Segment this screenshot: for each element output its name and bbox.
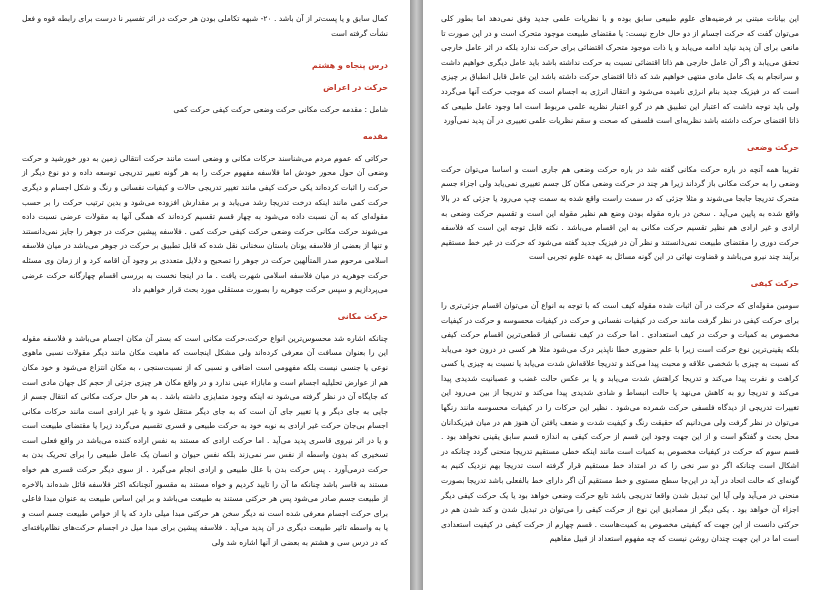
page-gutter: [410, 0, 423, 590]
positional-motion-heading: حرکت وضعی: [747, 142, 799, 152]
subject-heading: حرکت در اعراض: [323, 83, 388, 93]
right-page: [423, 0, 831, 590]
right-intro-paragraph: این بیانات مبتنی بر فرضیه‌های علوم طبیعی سابق بوده و با نظریات علمی جدید وفق نمی‌دهد اما بطور کلی می‌توان گفت که حرکت اجسام از دو حال خارج نیست: یا مقتضای طبیعت موجود متحرک است و در این صورت تا مانعی برای آن پدید نیاید ادامه می‌یابد و یا ذات موجود متحرک اقتضائی برای حرکت ندارد بلکه در اثر عامل خارجی تحقق می‌یابد و اگر آن عامل خارجی هم ذاتا اقتضائی نسبت به حرکت نداشته باشد باید عامل دیگری خواهیم داشت و سرانجام به یک عامل مادی منتهی خواهیم شد که ذاتا اقتضای حرکت داشته باشد این عامل قابل انطباق بر چیزی است که در فیزیک جدید بنام انرژی نامیده می‌شود و انتقال انرژی به اجسام است که موجب حرکت آنها می‌گردد ولی باید توجه داشت که اعتبار این تطبیق هم در گرو اعتبار نظریه علمی مربوط است اما وجود عامل طبیعی که ذاتا اقتضای حرکت داشته باشد نظریه‌ای است فلسفی که صحت و سقم نظریات علمی تغییری در آن پدید نمی‌آورد: [441, 14, 799, 126]
positional-motion-paragraph: تقریبا همه آنچه در باره حرکت مکانی گفته شد در باره حرکت وضعی هم جاری است و اساسا می‌توان حرکت وضعی را به حرکت مکانی باز گرداند زیرا هر چند در حرکت وضعی مکان کل جسم تغییری نمی‌یابد ولی اجزاء جسم متحرک تدریجا جابجا می‌شوند و مثلا جزئی که در سمت راست واقع شده به سمت چپ می‌رود یا جزئی که در بالا واقع شده به پایین می‌آید . سخن در باره مقوله بودن وضع هم نظیر مقوله این است و تقسیم حرکت وضعی به ارادی و غیر ارادی هم نظیر تقسیم حرکت مکانی به این اقسام می‌باشد . نکته قابل توجه این است که فلاسفه حرکت دوری را مقتضای طبیعت نمی‌دانستند و نظر آن در فیزیک جدید گفته می‌شود که حرکت در غیر خط مستقیم برآیند چند نیرو می‌باشد و قضاوت نهائی در این گونه مسائل به عهده علوم تجربی است: [441, 164, 799, 262]
continuation-paragraph: کمال سابق و یا پست‌تر از آن باشد . ۲۰- شبهه تکاملی بودن هر حرکت در اثر تفسیر نا درست برای رابطه قوه و فعل نشأت گرفته است: [22, 14, 388, 38]
qualitative-motion-heading: حرکت کیفی: [750, 278, 799, 288]
lesson-title: درس پنجاه و هشتم: [311, 61, 388, 71]
intro-heading: مقدمه: [362, 131, 388, 141]
spatial-motion-heading: حرکت مکانی: [337, 311, 388, 321]
left-page: [0, 0, 410, 590]
qualitative-motion-paragraph: سومین مقوله‌ای که حرکت در آن اثبات شده مقوله کیف است که با توجه به انواع آن می‌توان اقسام جزئی‌تری را برای حرکت کیفی در نظر گرفت مانند حرکت در کیفیات نفسانی و حرکت در کیفیات محسوسه و حرکت در کیفیات مخصوص به کمیات و حرکت در کیف استعدادی . اما حرکت در کیف نفسانی از قطعی‌ترین اقسام حرکت کیفی بلکه یقینی‌ترین نوع حرکت است زیرا با علم حضوری خطا ناپذیر درک می‌شود مثلا هر کسی در درون خود می‌یابد که نسبت به چیزی با شخصی علاقه و محبت پیدا می‌کند و تدریجا علاقه‌اش شدت می‌یابد یا نسبت به چیزی یا کسی کراهت و نفرت پیدا می‌کند و تدریجا کراهتش شدت می‌یابد و یا بر عکس حالت غضب و عصبانیت شدیدی پیدا می‌کند و تدریجا رو به کاهش می‌نهد یا حالت انبساط و شادی شدیدی پیدا می‌کند و تدریجا از بین می‌رود این تغییرات تدریجی از دیدگاه فلسفی حرکت شمرده می‌شود . نظیر این حرکات را در کیفیات محسوسه مانند رنگها می‌توان در نظر گرفت ولی می‌دانیم که حقیقت رنگ و کیفیت شدت و ضعف یافتن آن هنوز هم در میان فیزیکدانان محل بحث و گفتگو است و از این جهت وجود این قسم از حرکت کیفی به اندازه قسم سابق یقینی نخواهد بود . قسم سوم که حرکت در کیفیات مخصوص به کمیات است مانند اینکه خطی مستقیم تدریجا منحنی گردد چنانکه در اشکال است چنانکه اگر دو سر نخی را که در امتداد خط مستقیم قرار گرفته است تدریجا بهم نزدیک کنیم به گونه‌ای که حالت اتحاد در آید در این‌جا سطح مستوی و خط مستقیم آن اگر دارای خط بالفعلی باشد تدریجا بصورت منحنی در می‌آید ولی آیا این تبدیل شدن واقعا تدریجی باشد تابع حرکت وضعی خواهد بود یا یک حرکت کیفی دیگر اجزاء آن خواهد بود . یکی دیگر از مصادیق این نوع از حرکت کیفی را می‌توان در تبدیل شدن و کند شدن هم در حرکتی دانست از این جهت که کیفیتی مخصوص به کمیت‌هاست . قسم چهارم از حرکت کیفی در کیفیت استعدادی است اما در این جهت چندان روشن نیست که چه مفهوم استعداد از قبیل مفاهیم: [441, 300, 799, 544]
outline-line: شامل : مقدمه حرکت مکانی حرکت وضعی حرکت کیفی حرکت کمی: [173, 105, 388, 115]
intro-paragraph: حرکاتی که عموم مردم می‌شناسند حرکات مکانی و وضعی است مانند حرکت انتقالی زمین به دور خورشید و حرکت وضعی آن حول محور خودش اما فلاسفه مفهوم حرکت را به هر گونه تغییر تدریجی توسعه داده و دو نوع دیگر از حرکت را اثبات کرده‌اند یکی حرکت کیفی مانند تغییر تدریجی حالات و کیفیات نفسانی و رنگ و شکل اجسام و دیگری حرکت کمی مانند اینکه درخت تدریجا رشد می‌یابد و بر مقدارش افزوده می‌شود و بدین ترتیب حرکت را بر حسب مقوله‌ای که به آن نسبت داده می‌شود به چهار قسم تقسیم کرده‌اند که همگی آنها به مقولات عرضی نسبت داده می‌شوند حرکت مکانی حرکت وضعی حرکت کیفی حرکت کمی . فلاسفه پیشین حرکت در جوهر را جایز نمی‌دانستند و تنها از بعضی از فلاسفه یونان باستان سخنانی نقل شده که قابل تطبیق بر حرکت در جوهر می‌باشد در میان فلاسفه اسلامی مرحوم صدر المتألهین حرکت در جوهر را تصحیح و دلایل متعددی بر وجود آن اقامه کرد و از زمان وی مسئله حرکت جوهریه در میان فلاسفه اسلامی شهرت یافت . ما در اینجا نخست به بررسی اقسام چهارگانه حرکت عرضی می‌پردازیم و سپس حرکت جوهریه را بصورت مستقلی مورد بحث قرار خواهیم داد: [22, 153, 388, 295]
spatial-motion-paragraph: چنانکه اشاره شد محسوس‌ترین انواع حرکت،حرکت مکانی است که بستر آن مکان اجسام می‌باشد و فلاسفه مقوله این را بعنوان مسافت آن معرفی کرده‌اند ولی مشکل اینجاست که ماهیت مکان مانند دیگر مقولات نسبی ماهوی نوعی یا جنسی نیست بلکه مفهومی است اضافی و نسبی که از نسبت‌سنجی ، به مکان انتزاع می‌شود و خود مکان هم از عوارض تحلیلیه اجسام است و مابازاء عینی ندارد و در واقع مکان هر چیزی جزئی از حجم کل جهان مادی است که جایگاه آن در نظر گرفته می‌شود نه اینکه وجود متمایزی داشته باشد . به هر حال حرکت مکانی که انتقال جسم از جایی به جای دیگر و یا تغییر جای آن است که به جای دیگر منتقل شود و یا غیر ارادی است مانند حرکات مکانی اجسام بی‌جان حرکت غیر ارادی به نوبه خود به حرکت طبیعی و قسری تقسیم می‌گردد زیرا یا مقتضای طبیعت است و یا در اثر نیروی قاسری پدید می‌آید . اما حرکت ارادی که مستند به نفس اراده کننده می‌باشد در واقع فعلی است تسخیری که بدون واسطه از نفس سر نمی‌زند بلکه نفس حیوان و انسان یک عامل طبیعی را برای تحریک بدن به حرکت درمی‌آورد . پس حرکت بدن با علل طبیعی و ارادی انجام می‌گیرد . از سوی دیگر حرکت قسری هم خواه مستند به قاسر باشد چنانکه ما آن را تایید کردیم و خواه مستند به مقسور آنچنانکه اکثر فلاسفه قائل شده‌اند بالاخره از طبیعت جسم صادر می‌شود پس هر حرکتی مستند به طبیعت می‌باشد و بر این اساس طبیعت به عنوان مبدا فاعلی برای حرکت اجسام معرفی شده است نه دیگر سخن هر حرکتی مبدا میلی دارد که یا از خواص طبیعت جسم است و یا به واسطه تاثیر طبیعت دیگری در آن پدید می‌آید . فلاسفه پیشین برای مبدا میل در اجسام حرکت‌های نظام‌یافته‌ای که در درس سی و هشتم به بعضی از آنها اشاره شد ولی: [22, 333, 388, 548]
